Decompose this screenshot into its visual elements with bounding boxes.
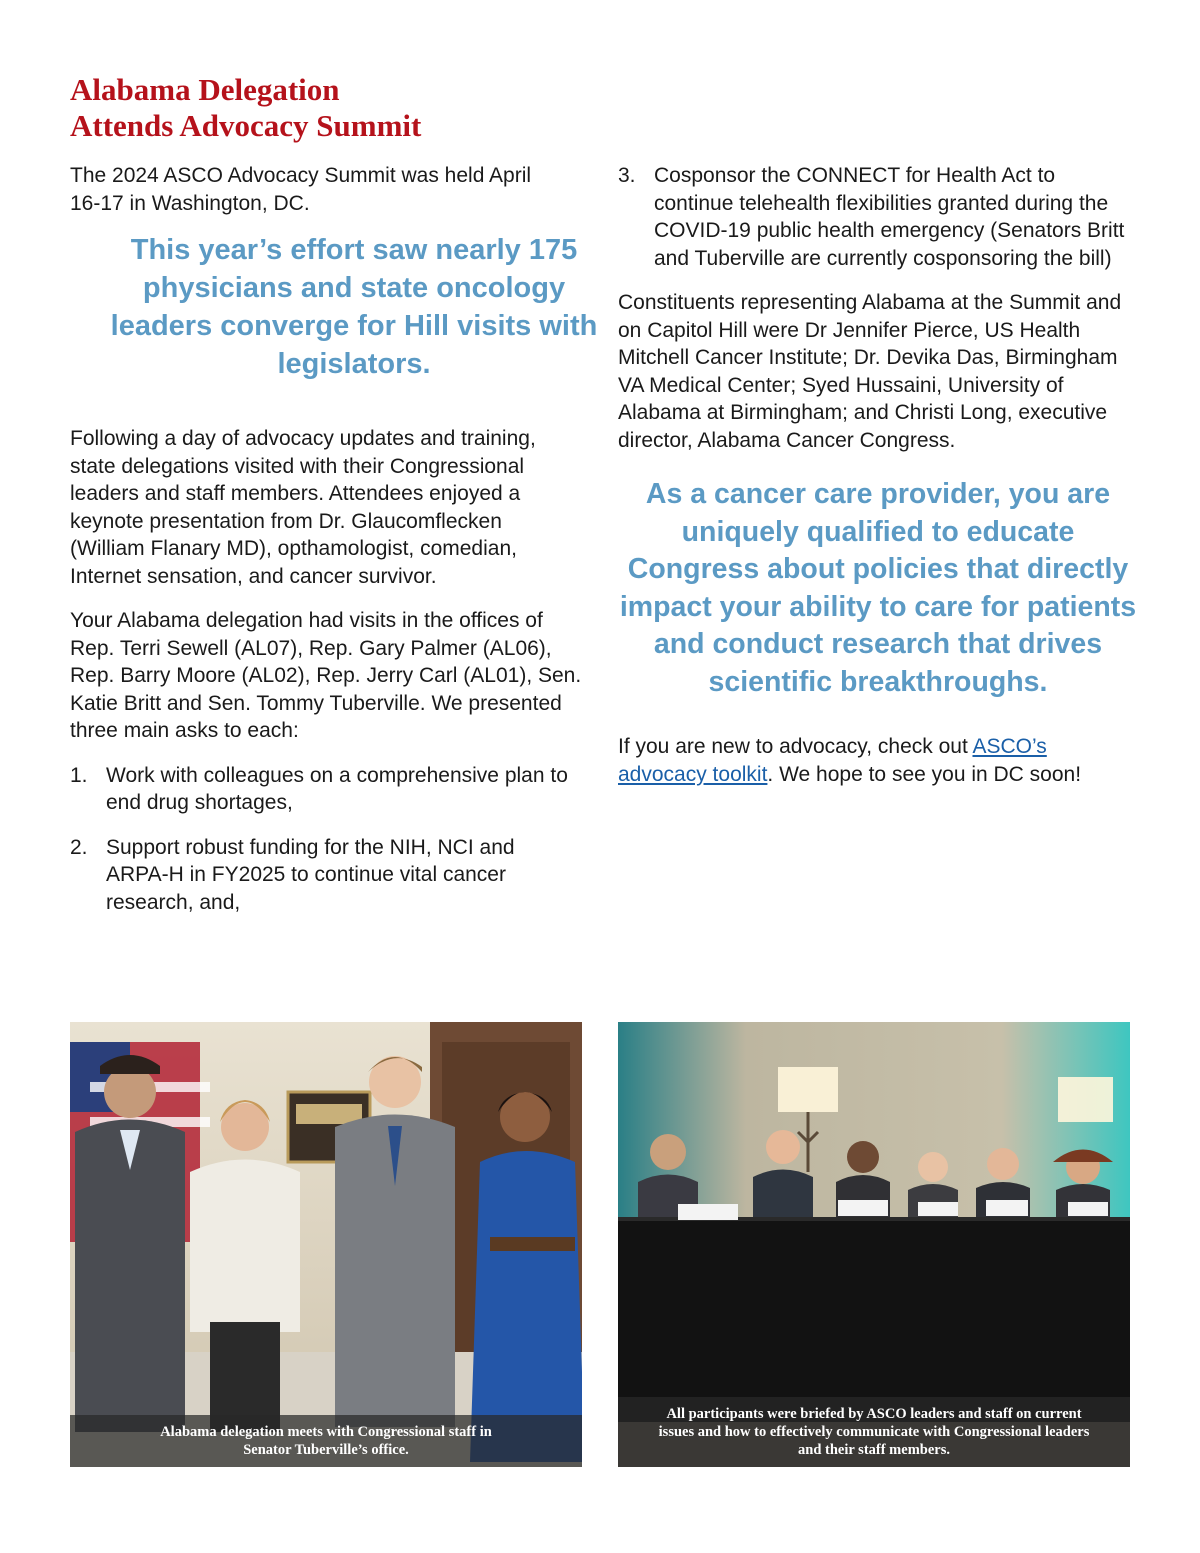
article-title	[70, 72, 421, 144]
briefing-photo-caption: All participants were briefed by ASCO leaders and staff on current issues and how to effectively communicate with Congressional leaders and their staff members.	[618, 1397, 1130, 1467]
ask-item-3	[618, 162, 1138, 272]
ask-number: 2.	[70, 835, 88, 859]
asks-list	[70, 762, 582, 917]
delegation-photo	[70, 1022, 582, 1467]
constituents-paragraph: Constituents representing Alabama at the Summit and on Capitol Hill were Dr Jennifer Pierce, US Health Mitchell Cancer Institute; Dr. Devika Das, Birmingham VA Medical Center; Syed Hussaini, University of Alabama at Birmingham; and Christi Long, executive director, Alabama Cancer Congress.	[618, 291, 1122, 452]
intro-paragraph: The 2024 ASCO Advocacy Summit was held April 16-17 in Washington, DC.	[70, 164, 532, 215]
closing-text-end: . We hope to see you in DC soon!	[767, 762, 1082, 786]
closing-paragraph	[618, 733, 1138, 788]
ask-text: Work with colleagues on a comprehensive plan to end drug shortages,	[106, 763, 568, 814]
ask-item-2	[70, 834, 576, 917]
briefing-photo	[618, 1022, 1130, 1467]
delegation-photo-image	[70, 1022, 582, 1467]
advocacy-toolkit-link[interactable]: ASCO’s advocacy toolkit	[618, 735, 1047, 786]
paragraph-keynote: Following a day of advocacy updates and training, state delegations visited with their Congressional leaders and staff members. Attendees enjoyed a keynote presentation from Dr. Glaucomflecken (William Flanary MD), opthamologist, comedian, Internet sensation, and cancer survivor.	[70, 427, 536, 588]
right-column	[618, 162, 1138, 788]
ask-number: 3.	[618, 164, 636, 187]
closing-text-start: If you are new to advocacy, check out	[618, 735, 973, 758]
article-title-line2: Attends Advocacy Summit	[70, 108, 422, 143]
ask-text: Cosponsor the CONNECT for Health Act to continue telehealth flexibilities granted during the COVID-19 public health emergency (Senators Britt and Tuberville are currently cosponsoring the bill)	[654, 164, 1125, 270]
ask-text: Support robust funding for the NIH, NCI and ARPA-H in FY2025 to continue vital cancer research, and,	[106, 835, 515, 914]
pull-quote-right: As a cancer care provider, you are uniquely qualified to educate Congress about policies that directly impact your ability to care for patients and conduct research that drives scientific breakthroughs.	[619, 478, 1137, 698]
article-title-line1: Alabama Delegation	[70, 72, 340, 107]
paragraph-visits: Your Alabama delegation had visits in the offices of Rep. Terri Sewell (AL07), Rep. Gary Palmer (AL06), Rep. Barry Moore (AL02), Rep. Jerry Carl (AL01), Sen. Katie Britt and Sen. Tommy Tuberville. We presented three main asks to each:	[70, 609, 582, 742]
pull-quote-left: This year’s effort saw nearly 175 physicians and state oncology leaders converge for Hill visits with legislators.	[110, 234, 598, 380]
delegation-photo-caption: Alabama delegation meets with Congressional staff in Senator Tuberville’s office.	[70, 1415, 582, 1467]
asks-list-continued	[618, 162, 1138, 272]
ask-item-1	[70, 762, 576, 817]
ask-number: 1.	[70, 763, 88, 787]
left-column	[70, 162, 598, 916]
